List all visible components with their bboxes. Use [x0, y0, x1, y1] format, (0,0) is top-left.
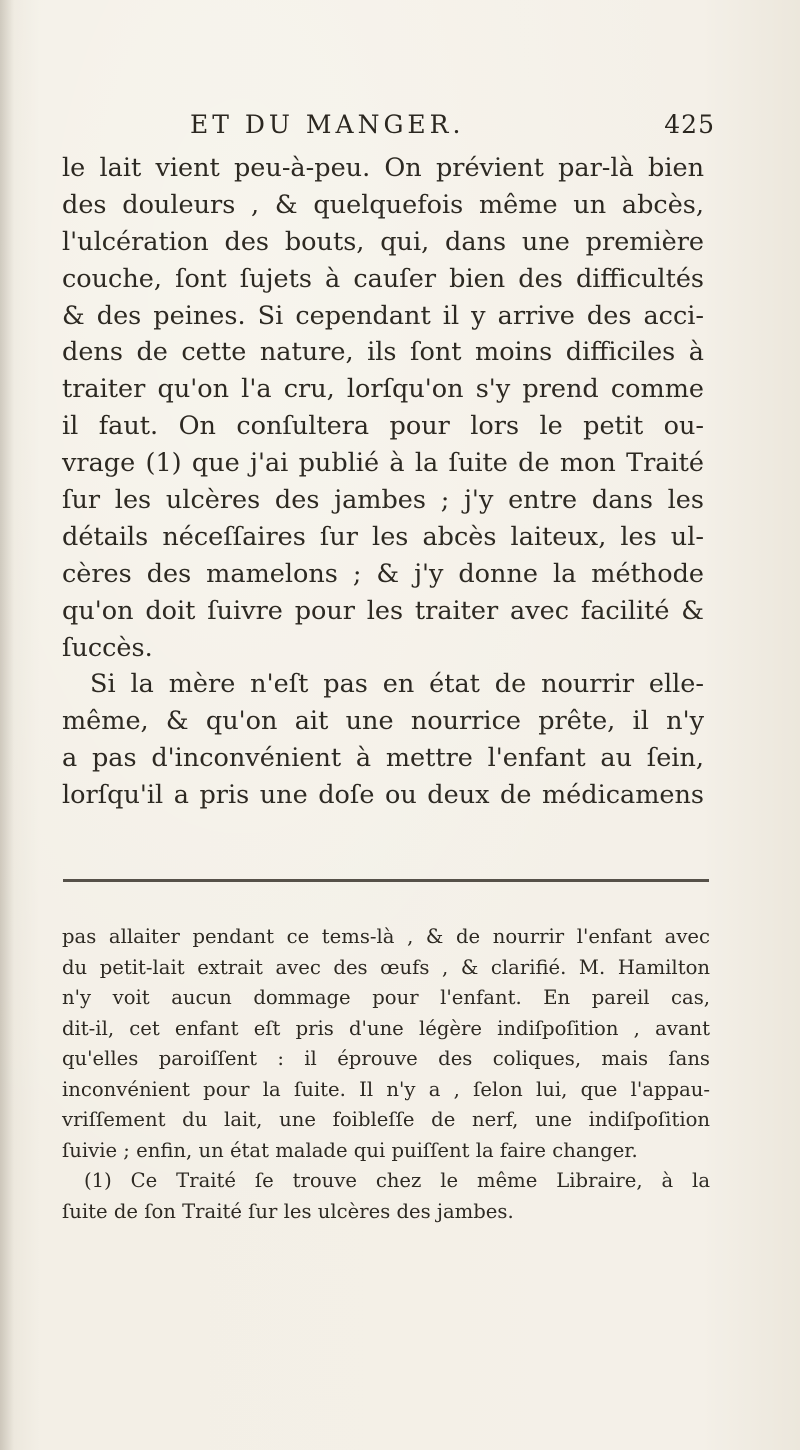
text-line: cères des mamelons ; & j'y donne la méthode [62, 558, 704, 589]
gutter-shadow [0, 0, 14, 1450]
footnote-rule [63, 879, 709, 882]
footnote-line: dit-il, cet enfant eſt pris d'une légère indiſpoſition , avant [62, 1016, 710, 1040]
text-line: il faut. On conſultera pour lors le petit ou- [62, 411, 704, 442]
main-text [62, 150, 704, 814]
text-line: a pas d'inconvénient à mettre l'enfant au ſein, [62, 743, 704, 774]
footnote-line: du petit-lait extrait avec des œufs , & clarifié. M. Hamilton [62, 955, 710, 979]
running-head [60, 110, 715, 150]
text-line: lorſqu'il a pris une doſe ou deux de médicamens [62, 780, 704, 811]
footnotes [62, 922, 710, 1227]
text-line: des douleurs , & quelquefois même un abcès, [62, 189, 704, 220]
footnote-line: vriſſement du lait, une foibleſſe de nerf, une indiſpoſition [62, 1108, 710, 1131]
footnote-line: ſuite de ſon Traité ſur les ulcères des jambes. [62, 1199, 514, 1223]
text-line: qu'on doit ſuivre pour les traiter avec facilité & [62, 595, 704, 626]
text-line: & des peines. Si cependant il y arrive des acci- [62, 300, 704, 331]
text-line: même, & qu'on ait une nourrice prête, il n'y [62, 706, 704, 737]
footnote-line: ſuivie ; enfin, un état malade qui puiſſent la faire changer. [62, 1138, 638, 1162]
footnote-line: n'y voit aucun dommage pour l'enfant. En pareil cas, [62, 986, 710, 1009]
text-line: ſur les ulcères des jambes ; j'y entre dans les [62, 485, 704, 516]
running-head-title: ET DU MANGER. [190, 110, 465, 139]
text-line: l'ulcération des bouts, qui, dans une première [62, 226, 704, 257]
footnote-line: qu'elles paroiſſent : il éprouve des coliques, mais ſans [62, 1047, 710, 1070]
footnote-line: pas allaiter pendant ce tems-là , & de nourrir l'enfant avec [62, 925, 710, 948]
text-line: le lait vient peu-à-peu. On prévient par-là bien [62, 153, 704, 183]
text-line: ſuccès. [62, 632, 153, 663]
footnote-line: (1) Ce Traité ſe trouve chez le même Libraire, à la [84, 1169, 710, 1192]
text-line: couche, ſont ſujets à cauſer bien des difficultés [62, 263, 704, 294]
page-number: 425 [664, 110, 715, 139]
text-line: Si la mère n'eſt pas en état de nourrir elle- [90, 669, 704, 700]
text-line: détails néceſſaires ſur les abcès laiteux, les ul- [62, 521, 704, 552]
text-line: traiter qu'on l'a cru, lorſqu'on s'y prend comme [62, 374, 704, 405]
footnote-line: inconvénient pour la ſuite. Il n'y a , ſelon lui, que l'appau- [62, 1077, 710, 1101]
text-line: vrage (1) que j'ai publié à la ſuite de mon Traité [62, 448, 704, 479]
text-line: dens de cette nature, ils ſont moins difficiles à [62, 337, 704, 368]
